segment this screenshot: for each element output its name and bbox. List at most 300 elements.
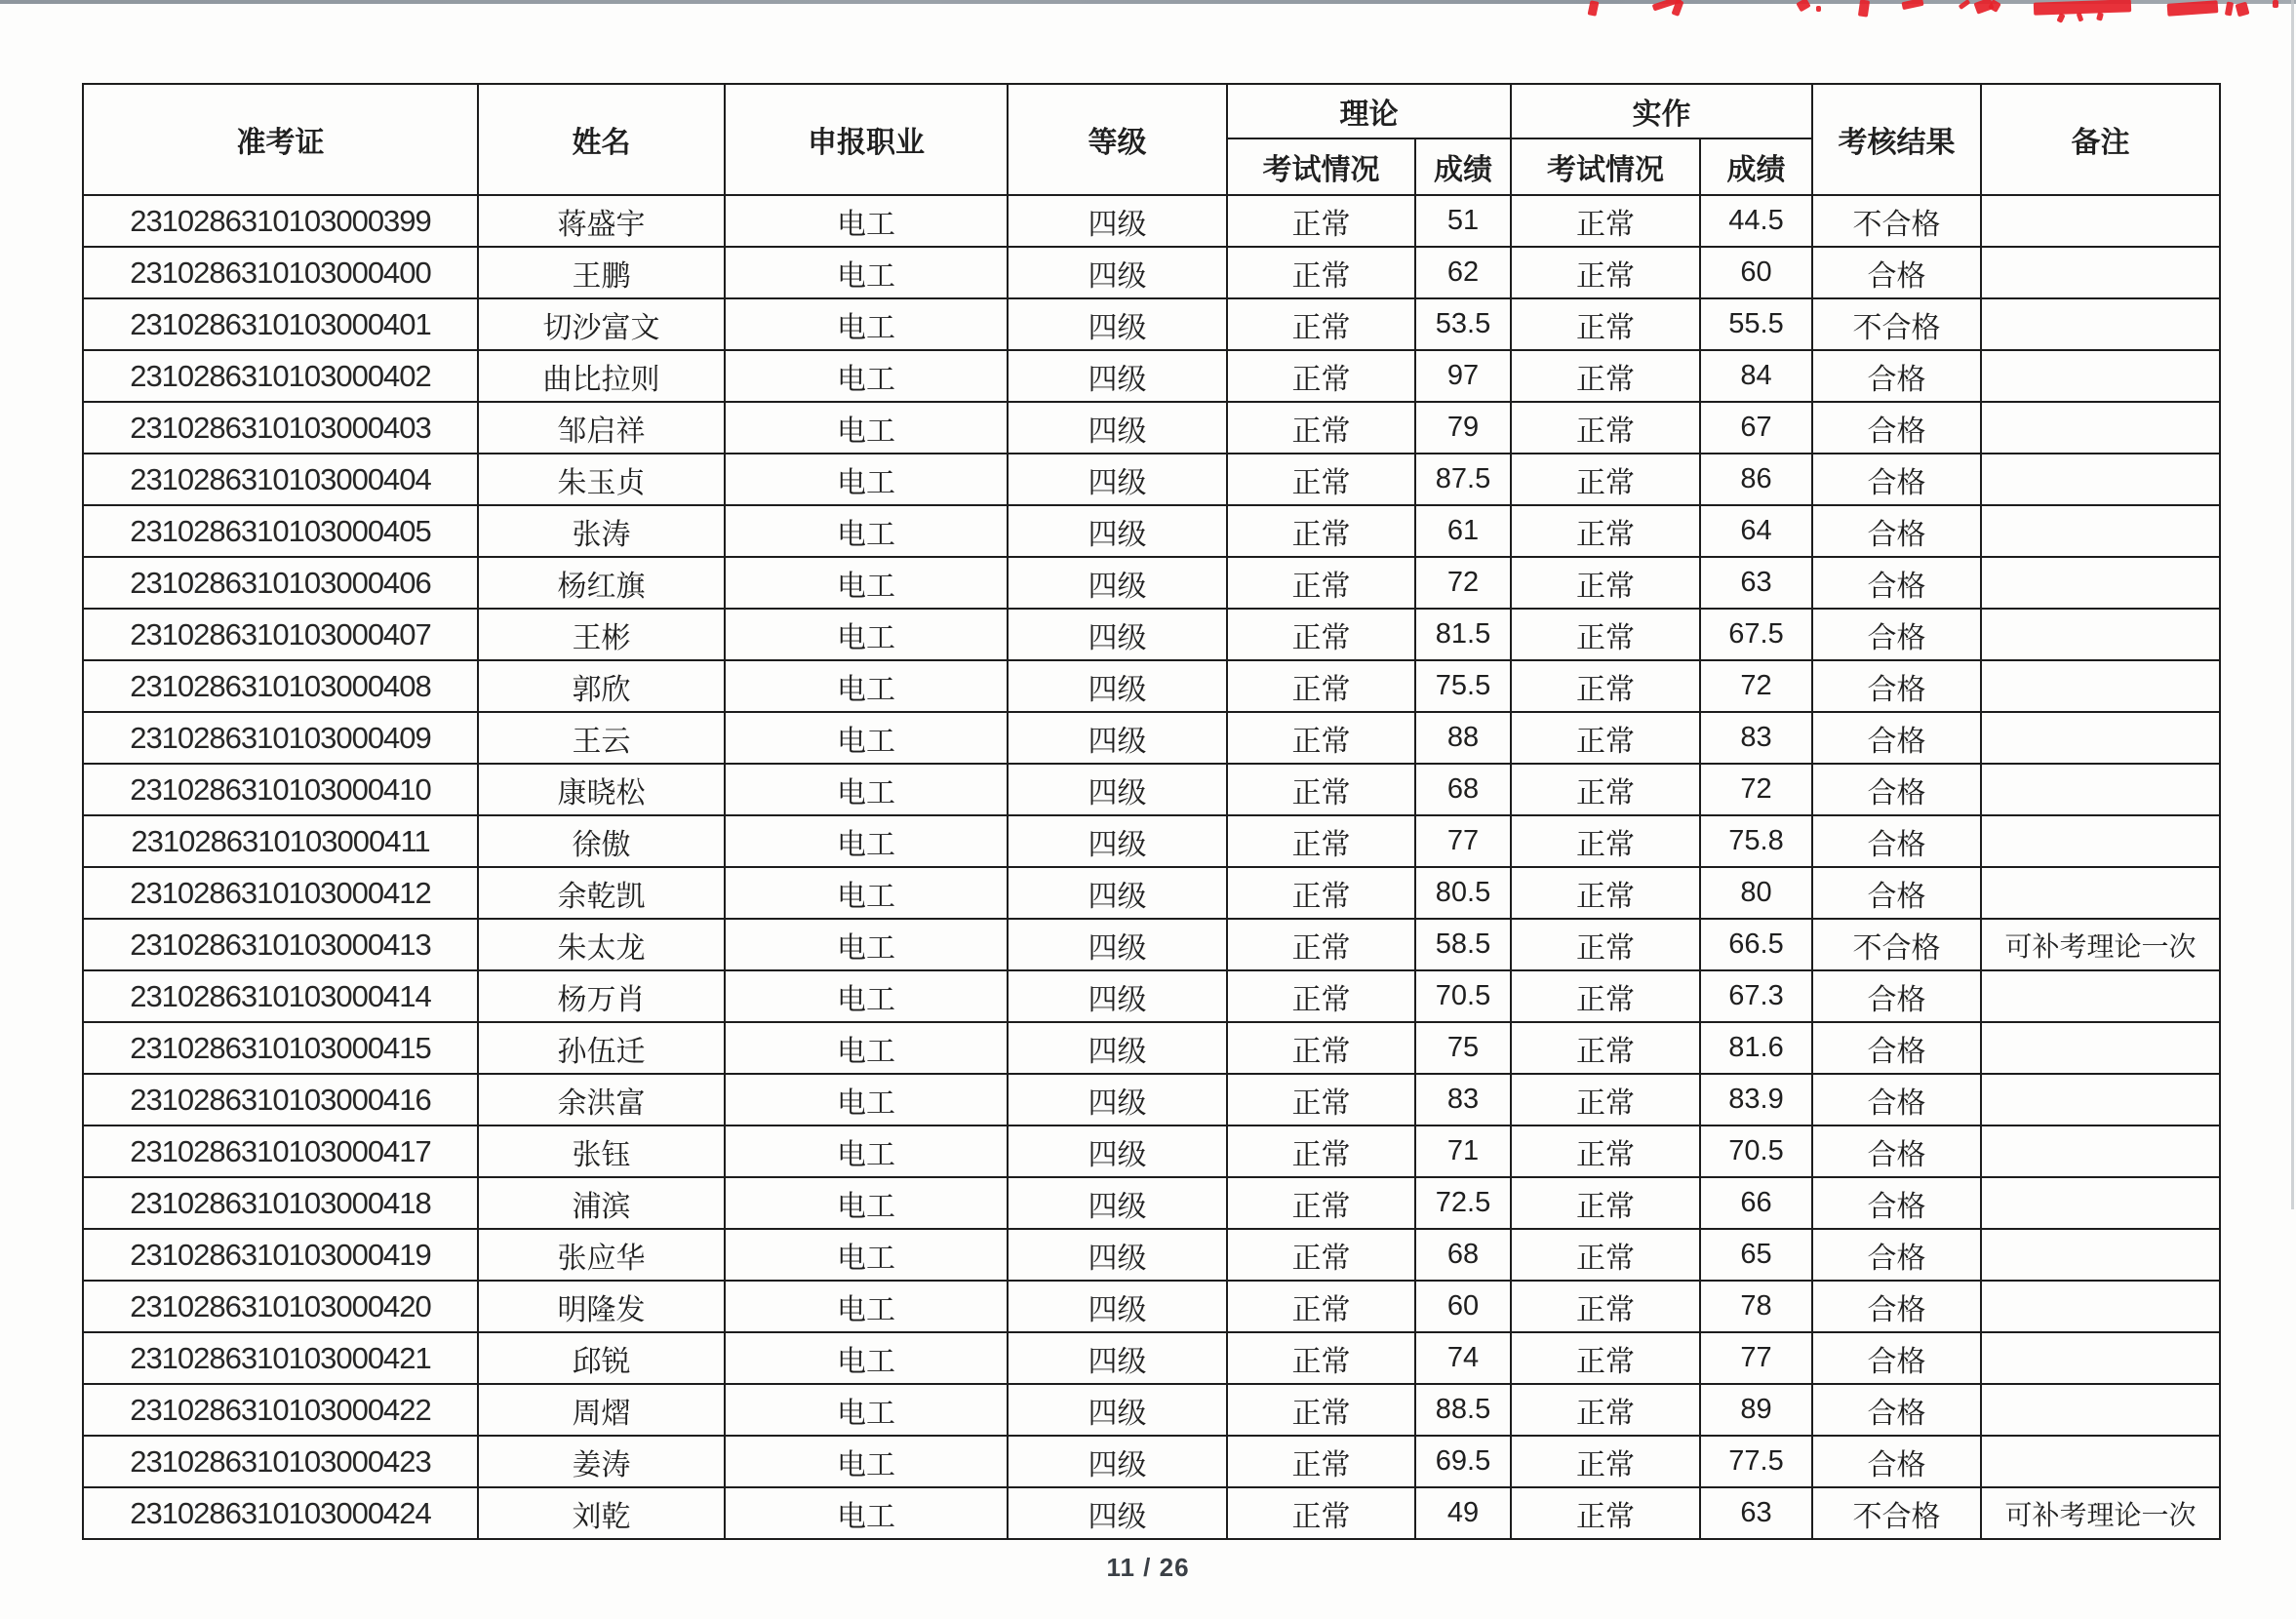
cell-theory-score: 68 <box>1415 1229 1511 1281</box>
cell-practical-score: 70.5 <box>1700 1125 1812 1177</box>
cell-level: 四级 <box>1008 1281 1227 1332</box>
cell-name: 张涛 <box>478 505 725 557</box>
cell-practical-score: 83 <box>1700 712 1812 764</box>
cell-admission-no: 2310286310103000419 <box>83 1229 478 1281</box>
cell-level: 四级 <box>1008 1384 1227 1436</box>
cell-occupation: 电工 <box>725 1074 1008 1125</box>
cell-result: 合格 <box>1812 660 1981 712</box>
cell-remark <box>1981 454 2220 505</box>
cell-level: 四级 <box>1008 1022 1227 1074</box>
table-row <box>83 298 2220 350</box>
cell-theory-status: 正常 <box>1227 1229 1415 1281</box>
cell-remark <box>1981 1384 2220 1436</box>
cell-theory-score: 88.5 <box>1415 1384 1511 1436</box>
cell-level: 四级 <box>1008 1177 1227 1229</box>
cell-occupation: 电工 <box>725 1177 1008 1229</box>
cell-admission-no: 2310286310103000399 <box>83 195 478 247</box>
cell-practical-status: 正常 <box>1511 1281 1700 1332</box>
table-row <box>83 970 2220 1022</box>
cell-remark: 可补考理论一次 <box>1981 919 2220 970</box>
cell-name: 孙伍迁 <box>478 1022 725 1074</box>
cell-theory-status: 正常 <box>1227 557 1415 609</box>
results-table <box>82 83 2221 1540</box>
cell-theory-score: 60 <box>1415 1281 1511 1332</box>
cell-remark <box>1981 350 2220 402</box>
cell-remark <box>1981 298 2220 350</box>
cell-theory-status: 正常 <box>1227 712 1415 764</box>
cell-practical-score: 63 <box>1700 1487 1812 1539</box>
cell-result: 合格 <box>1812 505 1981 557</box>
cell-admission-no: 2310286310103000414 <box>83 970 478 1022</box>
table-row <box>83 1125 2220 1177</box>
table-row <box>83 195 2220 247</box>
cell-admission-no: 2310286310103000402 <box>83 350 478 402</box>
cell-occupation: 电工 <box>725 1281 1008 1332</box>
cell-remark <box>1981 557 2220 609</box>
cell-practical-status: 正常 <box>1511 402 1700 454</box>
cell-remark <box>1981 815 2220 867</box>
cell-theory-status: 正常 <box>1227 1332 1415 1384</box>
cell-admission-no: 2310286310103000421 <box>83 1332 478 1384</box>
cell-practical-status: 正常 <box>1511 454 1700 505</box>
cell-admission-no: 2310286310103000423 <box>83 1436 478 1487</box>
table-row <box>83 1177 2220 1229</box>
cell-practical-score: 65 <box>1700 1229 1812 1281</box>
cell-theory-score: 79 <box>1415 402 1511 454</box>
cell-admission-no: 2310286310103000420 <box>83 1281 478 1332</box>
table-row <box>83 1332 2220 1384</box>
cell-occupation: 电工 <box>725 764 1008 815</box>
cell-practical-score: 67.3 <box>1700 970 1812 1022</box>
cell-practical-status: 正常 <box>1511 1332 1700 1384</box>
table-row <box>83 505 2220 557</box>
cell-level: 四级 <box>1008 298 1227 350</box>
cell-result: 合格 <box>1812 247 1981 298</box>
cell-result: 合格 <box>1812 1332 1981 1384</box>
cell-name: 姜涛 <box>478 1436 725 1487</box>
cell-result: 合格 <box>1812 867 1981 919</box>
cell-theory-status: 正常 <box>1227 247 1415 298</box>
cell-practical-score: 66 <box>1700 1177 1812 1229</box>
table-row <box>83 1487 2220 1539</box>
cell-theory-status: 正常 <box>1227 1125 1415 1177</box>
cell-admission-no: 2310286310103000404 <box>83 454 478 505</box>
cell-practical-status: 正常 <box>1511 195 1700 247</box>
cell-theory-score: 62 <box>1415 247 1511 298</box>
table-row <box>83 402 2220 454</box>
cell-practical-status: 正常 <box>1511 247 1700 298</box>
cell-result: 不合格 <box>1812 919 1981 970</box>
cell-level: 四级 <box>1008 557 1227 609</box>
table-row <box>83 919 2220 970</box>
col-header-practical-score: 成绩 <box>1700 138 1812 195</box>
cell-name: 王彬 <box>478 609 725 660</box>
cell-level: 四级 <box>1008 970 1227 1022</box>
cell-name: 蒋盛宇 <box>478 195 725 247</box>
results-tbody <box>83 195 2220 1539</box>
cell-theory-score: 49 <box>1415 1487 1511 1539</box>
cell-result: 合格 <box>1812 815 1981 867</box>
cell-result: 合格 <box>1812 402 1981 454</box>
cell-remark <box>1981 660 2220 712</box>
cell-practical-status: 正常 <box>1511 660 1700 712</box>
cell-theory-status: 正常 <box>1227 1384 1415 1436</box>
cell-result: 不合格 <box>1812 1487 1981 1539</box>
cell-result: 不合格 <box>1812 195 1981 247</box>
cell-level: 四级 <box>1008 350 1227 402</box>
cell-name: 朱玉贞 <box>478 454 725 505</box>
cell-theory-score: 88 <box>1415 712 1511 764</box>
cell-practical-status: 正常 <box>1511 557 1700 609</box>
cell-practical-score: 72 <box>1700 764 1812 815</box>
cell-remark <box>1981 764 2220 815</box>
table-row <box>83 1384 2220 1436</box>
cell-admission-no: 2310286310103000409 <box>83 712 478 764</box>
red-stamp-fragment <box>2096 12 2104 20</box>
cell-occupation: 电工 <box>725 919 1008 970</box>
cell-practical-score: 81.6 <box>1700 1022 1812 1074</box>
cell-admission-no: 2310286310103000413 <box>83 919 478 970</box>
cell-theory-score: 75 <box>1415 1022 1511 1074</box>
table-header <box>83 84 2220 195</box>
cell-name: 郭欣 <box>478 660 725 712</box>
cell-remark <box>1981 1177 2220 1229</box>
cell-theory-status: 正常 <box>1227 298 1415 350</box>
cell-practical-score: 83.9 <box>1700 1074 1812 1125</box>
table-row <box>83 712 2220 764</box>
cell-result: 不合格 <box>1812 298 1981 350</box>
cell-theory-score: 71 <box>1415 1125 1511 1177</box>
cell-theory-score: 70.5 <box>1415 970 1511 1022</box>
table-row <box>83 1022 2220 1074</box>
cell-level: 四级 <box>1008 815 1227 867</box>
cell-name: 康晓松 <box>478 764 725 815</box>
cell-theory-score: 72.5 <box>1415 1177 1511 1229</box>
cell-level: 四级 <box>1008 712 1227 764</box>
cell-practical-status: 正常 <box>1511 712 1700 764</box>
cell-practical-score: 67 <box>1700 402 1812 454</box>
cell-practical-score: 64 <box>1700 505 1812 557</box>
cell-practical-score: 67.5 <box>1700 609 1812 660</box>
cell-remark <box>1981 505 2220 557</box>
cell-occupation: 电工 <box>725 298 1008 350</box>
table-row <box>83 815 2220 867</box>
red-stamp-fragment <box>2225 1 2234 16</box>
col-header-theory: 理论 <box>1227 84 1511 138</box>
cell-occupation: 电工 <box>725 1436 1008 1487</box>
cell-result: 合格 <box>1812 350 1981 402</box>
cell-occupation: 电工 <box>725 1022 1008 1074</box>
cell-theory-status: 正常 <box>1227 402 1415 454</box>
cell-result: 合格 <box>1812 764 1981 815</box>
cell-remark <box>1981 1229 2220 1281</box>
cell-name: 余洪富 <box>478 1074 725 1125</box>
cell-level: 四级 <box>1008 609 1227 660</box>
cell-practical-status: 正常 <box>1511 1074 1700 1125</box>
cell-level: 四级 <box>1008 1487 1227 1539</box>
cell-name: 明隆发 <box>478 1281 725 1332</box>
red-stamp-fragment <box>2273 0 2278 8</box>
cell-level: 四级 <box>1008 195 1227 247</box>
cell-theory-status: 正常 <box>1227 195 1415 247</box>
cell-remark <box>1981 970 2220 1022</box>
table-row <box>83 454 2220 505</box>
cell-theory-status: 正常 <box>1227 1281 1415 1332</box>
cell-admission-no: 2310286310103000415 <box>83 1022 478 1074</box>
cell-occupation: 电工 <box>725 1125 1008 1177</box>
cell-theory-status: 正常 <box>1227 815 1415 867</box>
cell-theory-score: 68 <box>1415 764 1511 815</box>
cell-admission-no: 2310286310103000417 <box>83 1125 478 1177</box>
cell-practical-score: 77 <box>1700 1332 1812 1384</box>
cell-level: 四级 <box>1008 1074 1227 1125</box>
cell-admission-no: 2310286310103000408 <box>83 660 478 712</box>
cell-practical-status: 正常 <box>1511 1384 1700 1436</box>
cell-practical-status: 正常 <box>1511 919 1700 970</box>
cell-theory-score: 81.5 <box>1415 609 1511 660</box>
cell-name: 余乾凯 <box>478 867 725 919</box>
cell-admission-no: 2310286310103000410 <box>83 764 478 815</box>
cell-admission-no: 2310286310103000424 <box>83 1487 478 1539</box>
cell-practical-score: 63 <box>1700 557 1812 609</box>
cell-admission-no: 2310286310103000407 <box>83 609 478 660</box>
cell-practical-status: 正常 <box>1511 1022 1700 1074</box>
cell-theory-status: 正常 <box>1227 867 1415 919</box>
cell-level: 四级 <box>1008 402 1227 454</box>
cell-name: 浦滨 <box>478 1177 725 1229</box>
cell-result: 合格 <box>1812 557 1981 609</box>
cell-result: 合格 <box>1812 1384 1981 1436</box>
col-header-theory-status: 考试情况 <box>1227 138 1415 195</box>
cell-name: 杨红旗 <box>478 557 725 609</box>
col-header-name: 姓名 <box>478 84 725 195</box>
cell-remark <box>1981 1436 2220 1487</box>
cell-occupation: 电工 <box>725 1229 1008 1281</box>
cell-result: 合格 <box>1812 712 1981 764</box>
cell-practical-status: 正常 <box>1511 1125 1700 1177</box>
col-header-practical: 实作 <box>1511 84 1812 138</box>
cell-theory-status: 正常 <box>1227 609 1415 660</box>
table-row <box>83 660 2220 712</box>
cell-theory-score: 74 <box>1415 1332 1511 1384</box>
cell-remark <box>1981 712 2220 764</box>
cell-practical-status: 正常 <box>1511 1436 1700 1487</box>
cell-theory-score: 53.5 <box>1415 298 1511 350</box>
cell-level: 四级 <box>1008 1229 1227 1281</box>
cell-occupation: 电工 <box>725 867 1008 919</box>
cell-admission-no: 2310286310103000406 <box>83 557 478 609</box>
cell-occupation: 电工 <box>725 660 1008 712</box>
cell-result: 合格 <box>1812 1229 1981 1281</box>
table-row <box>83 609 2220 660</box>
table-row <box>83 1229 2220 1281</box>
cell-occupation: 电工 <box>725 815 1008 867</box>
cell-practical-score: 86 <box>1700 454 1812 505</box>
cell-practical-status: 正常 <box>1511 867 1700 919</box>
cell-theory-status: 正常 <box>1227 660 1415 712</box>
cell-theory-score: 87.5 <box>1415 454 1511 505</box>
cell-admission-no: 2310286310103000400 <box>83 247 478 298</box>
cell-practical-status: 正常 <box>1511 350 1700 402</box>
cell-level: 四级 <box>1008 247 1227 298</box>
cell-practical-score: 44.5 <box>1700 195 1812 247</box>
cell-remark <box>1981 1074 2220 1125</box>
cell-remark <box>1981 1281 2220 1332</box>
cell-level: 四级 <box>1008 454 1227 505</box>
cell-admission-no: 2310286310103000401 <box>83 298 478 350</box>
cell-practical-status: 正常 <box>1511 1487 1700 1539</box>
cell-occupation: 电工 <box>725 970 1008 1022</box>
cell-admission-no: 2310286310103000405 <box>83 505 478 557</box>
cell-admission-no: 2310286310103000422 <box>83 1384 478 1436</box>
red-stamp-fragment <box>1588 0 1600 17</box>
cell-theory-score: 58.5 <box>1415 919 1511 970</box>
col-header-level: 等级 <box>1008 84 1227 195</box>
red-stamp-fragment <box>2034 0 2131 16</box>
table-row <box>83 1436 2220 1487</box>
cell-occupation: 电工 <box>725 1384 1008 1436</box>
cell-name: 徐傲 <box>478 815 725 867</box>
cell-remark: 可补考理论一次 <box>1981 1487 2220 1539</box>
cell-level: 四级 <box>1008 919 1227 970</box>
cell-practical-score: 72 <box>1700 660 1812 712</box>
cell-occupation: 电工 <box>725 247 1008 298</box>
cell-remark <box>1981 1332 2220 1384</box>
cell-theory-status: 正常 <box>1227 1177 1415 1229</box>
cell-theory-score: 75.5 <box>1415 660 1511 712</box>
cell-practical-status: 正常 <box>1511 609 1700 660</box>
cell-level: 四级 <box>1008 1125 1227 1177</box>
red-stamp-fragment <box>2167 0 2219 17</box>
cell-level: 四级 <box>1008 1436 1227 1487</box>
cell-result: 合格 <box>1812 609 1981 660</box>
table-row <box>83 350 2220 402</box>
red-stamp-fragment <box>1816 6 1821 12</box>
cell-remark <box>1981 402 2220 454</box>
cell-remark <box>1981 195 2220 247</box>
cell-remark <box>1981 609 2220 660</box>
cell-result: 合格 <box>1812 1125 1981 1177</box>
cell-practical-score: 75.8 <box>1700 815 1812 867</box>
cell-occupation: 电工 <box>725 454 1008 505</box>
col-header-practical-status: 考试情况 <box>1511 138 1700 195</box>
cell-theory-score: 69.5 <box>1415 1436 1511 1487</box>
scan-edge-top <box>0 0 2296 4</box>
cell-occupation: 电工 <box>725 1332 1008 1384</box>
cell-occupation: 电工 <box>725 609 1008 660</box>
cell-name: 邱锐 <box>478 1332 725 1384</box>
cell-theory-status: 正常 <box>1227 350 1415 402</box>
cell-name: 曲比拉则 <box>478 350 725 402</box>
cell-occupation: 电工 <box>725 712 1008 764</box>
cell-practical-status: 正常 <box>1511 815 1700 867</box>
red-stamp-fragment <box>1901 0 1923 10</box>
cell-result: 合格 <box>1812 1074 1981 1125</box>
cell-occupation: 电工 <box>725 505 1008 557</box>
cell-level: 四级 <box>1008 867 1227 919</box>
cell-result: 合格 <box>1812 1022 1981 1074</box>
cell-result: 合格 <box>1812 1177 1981 1229</box>
col-header-remarks: 备注 <box>1981 84 2220 195</box>
table-row <box>83 764 2220 815</box>
cell-name: 刘乾 <box>478 1487 725 1539</box>
cell-practical-score: 84 <box>1700 350 1812 402</box>
cell-theory-score: 83 <box>1415 1074 1511 1125</box>
cell-theory-score: 61 <box>1415 505 1511 557</box>
cell-practical-status: 正常 <box>1511 505 1700 557</box>
scan-edge-right <box>2291 0 2294 1209</box>
cell-practical-status: 正常 <box>1511 970 1700 1022</box>
cell-result: 合格 <box>1812 970 1981 1022</box>
cell-occupation: 电工 <box>725 350 1008 402</box>
cell-occupation: 电工 <box>725 402 1008 454</box>
cell-remark <box>1981 247 2220 298</box>
cell-practical-score: 78 <box>1700 1281 1812 1332</box>
cell-practical-score: 89 <box>1700 1384 1812 1436</box>
cell-level: 四级 <box>1008 505 1227 557</box>
cell-level: 四级 <box>1008 764 1227 815</box>
cell-admission-no: 2310286310103000418 <box>83 1177 478 1229</box>
cell-theory-status: 正常 <box>1227 970 1415 1022</box>
cell-name: 周熠 <box>478 1384 725 1436</box>
cell-result: 合格 <box>1812 454 1981 505</box>
cell-name: 杨万肖 <box>478 970 725 1022</box>
cell-theory-score: 72 <box>1415 557 1511 609</box>
cell-practical-status: 正常 <box>1511 1177 1700 1229</box>
cell-level: 四级 <box>1008 1332 1227 1384</box>
table-row <box>83 557 2220 609</box>
table-row <box>83 867 2220 919</box>
cell-theory-status: 正常 <box>1227 1436 1415 1487</box>
cell-practical-status: 正常 <box>1511 298 1700 350</box>
col-header-occupation: 申报职业 <box>725 84 1008 195</box>
cell-name: 王云 <box>478 712 725 764</box>
cell-name: 切沙富文 <box>478 298 725 350</box>
cell-level: 四级 <box>1008 660 1227 712</box>
table-row <box>83 247 2220 298</box>
red-stamp-fragment <box>1796 0 1810 12</box>
cell-admission-no: 2310286310103000412 <box>83 867 478 919</box>
cell-admission-no: 2310286310103000411 <box>83 815 478 867</box>
table-row <box>83 1074 2220 1125</box>
red-stamp-fragment <box>1858 0 1870 18</box>
cell-remark <box>1981 1125 2220 1177</box>
cell-theory-status: 正常 <box>1227 764 1415 815</box>
cell-admission-no: 2310286310103000403 <box>83 402 478 454</box>
cell-name: 朱太龙 <box>478 919 725 970</box>
col-header-theory-score: 成绩 <box>1415 138 1511 195</box>
cell-theory-score: 77 <box>1415 815 1511 867</box>
cell-theory-status: 正常 <box>1227 505 1415 557</box>
cell-name: 张钰 <box>478 1125 725 1177</box>
table-row <box>83 1281 2220 1332</box>
col-header-result: 考核结果 <box>1812 84 1981 195</box>
cell-theory-status: 正常 <box>1227 919 1415 970</box>
cell-name: 张应华 <box>478 1229 725 1281</box>
cell-theory-score: 51 <box>1415 195 1511 247</box>
cell-theory-status: 正常 <box>1227 1487 1415 1539</box>
cell-theory-status: 正常 <box>1227 1022 1415 1074</box>
cell-practical-score: 77.5 <box>1700 1436 1812 1487</box>
cell-remark <box>1981 867 2220 919</box>
cell-theory-score: 97 <box>1415 350 1511 402</box>
page-indicator: 11 / 26 <box>1106 1553 1190 1582</box>
cell-theory-status: 正常 <box>1227 454 1415 505</box>
cell-practical-score: 60 <box>1700 247 1812 298</box>
cell-practical-status: 正常 <box>1511 1229 1700 1281</box>
cell-name: 王鹏 <box>478 247 725 298</box>
col-header-admission-no: 准考证 <box>83 84 478 195</box>
